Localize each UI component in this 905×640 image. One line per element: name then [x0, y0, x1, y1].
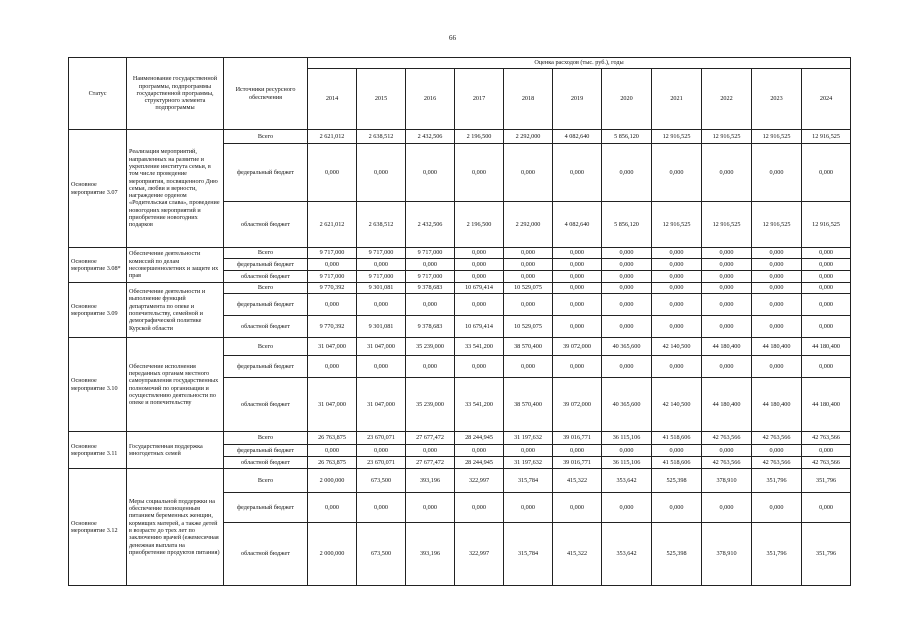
value-cell: 40 365,600 — [602, 338, 652, 356]
value-cell: 0,000 — [357, 259, 406, 271]
source-cell: федеральный бюджет — [224, 294, 308, 316]
table-row — [69, 283, 851, 294]
value-cell: 42 763,566 — [802, 432, 851, 445]
header-estimate: Оценка расходов (тыс. руб.), годы — [308, 58, 851, 69]
name-cell: Обеспечение деятельности и выполнение функций департамента по опеке и попечительству, семейной и демографической политике Курской области — [127, 283, 224, 338]
name-cell: Обеспечение исполнения переданных органам местного самоуправления государственных полномочий по организации и осуществлению деятельности по опеке и попечительству — [127, 338, 224, 432]
value-cell: 0,000 — [752, 316, 802, 338]
header-year: 2019 — [553, 69, 602, 130]
source-cell: областной бюджет — [224, 378, 308, 432]
value-cell: 0,000 — [752, 248, 802, 259]
value-cell: 10 529,075 — [504, 316, 553, 338]
source-cell: областной бюджет — [224, 316, 308, 338]
value-cell: 0,000 — [702, 356, 752, 378]
name-cell: Государственная поддержка многодетных семей — [127, 432, 224, 469]
value-cell: 36 115,106 — [602, 432, 652, 445]
value-cell: 0,000 — [308, 144, 357, 202]
value-cell: 0,000 — [752, 493, 802, 523]
value-cell: 10 679,414 — [455, 283, 504, 294]
header-name: Наименование государственной программы, подпрограммы государственной программы, структурного элемента подпрограммы — [127, 58, 224, 130]
value-cell: 315,784 — [504, 523, 553, 586]
value-cell: 44 180,400 — [802, 338, 851, 356]
value-cell: 525,398 — [652, 469, 702, 493]
value-cell: 393,196 — [406, 523, 455, 586]
header-year: 2023 — [752, 69, 802, 130]
value-cell: 0,000 — [553, 248, 602, 259]
value-cell: 0,000 — [455, 493, 504, 523]
source-cell: федеральный бюджет — [224, 356, 308, 378]
value-cell: 31 047,000 — [357, 378, 406, 432]
value-cell: 0,000 — [553, 283, 602, 294]
source-cell: Всего — [224, 130, 308, 144]
value-cell: 0,000 — [553, 144, 602, 202]
value-cell: 0,000 — [357, 294, 406, 316]
value-cell: 0,000 — [406, 259, 455, 271]
value-cell: 378,910 — [702, 523, 752, 586]
value-cell: 42 140,500 — [652, 338, 702, 356]
value-cell: 9 717,000 — [406, 248, 455, 259]
source-cell: Всего — [224, 432, 308, 445]
value-cell: 2 000,000 — [308, 523, 357, 586]
value-cell: 2 638,512 — [357, 202, 406, 248]
page-number: 66 — [449, 34, 456, 42]
name-cell: Обеспечение деятельности комиссий по делам несовершеннолетних и защите их прав — [127, 248, 224, 283]
value-cell: 26 763,875 — [308, 432, 357, 445]
value-cell: 0,000 — [455, 294, 504, 316]
value-cell: 378,910 — [702, 469, 752, 493]
value-cell: 351,796 — [752, 523, 802, 586]
table-row — [69, 432, 851, 445]
value-cell: 0,000 — [752, 356, 802, 378]
status-cell: Основное мероприятие 3.09 — [69, 283, 127, 338]
value-cell: 0,000 — [504, 144, 553, 202]
value-cell: 393,196 — [406, 469, 455, 493]
value-cell: 0,000 — [504, 445, 553, 457]
source-cell: федеральный бюджет — [224, 445, 308, 457]
value-cell: 0,000 — [406, 493, 455, 523]
value-cell: 4 082,640 — [553, 202, 602, 248]
value-cell: 0,000 — [455, 144, 504, 202]
value-cell: 4 082,640 — [553, 130, 602, 144]
value-cell: 0,000 — [652, 294, 702, 316]
value-cell: 12 916,525 — [802, 130, 851, 144]
source-cell: областной бюджет — [224, 523, 308, 586]
header-year: 2014 — [308, 69, 357, 130]
value-cell: 10 529,075 — [504, 283, 553, 294]
value-cell: 0,000 — [752, 445, 802, 457]
value-cell: 0,000 — [357, 356, 406, 378]
value-cell: 38 570,400 — [504, 378, 553, 432]
value-cell: 0,000 — [702, 316, 752, 338]
source-cell: федеральный бюджет — [224, 259, 308, 271]
value-cell: 0,000 — [357, 144, 406, 202]
value-cell: 9 717,000 — [308, 271, 357, 283]
value-cell: 5 856,120 — [602, 202, 652, 248]
value-cell: 0,000 — [652, 493, 702, 523]
value-cell: 0,000 — [652, 144, 702, 202]
value-cell: 0,000 — [652, 271, 702, 283]
value-cell: 0,000 — [702, 493, 752, 523]
value-cell: 0,000 — [357, 445, 406, 457]
value-cell: 5 856,120 — [602, 130, 652, 144]
value-cell: 0,000 — [504, 248, 553, 259]
value-cell: 42 763,566 — [802, 457, 851, 469]
value-cell: 9 717,000 — [357, 271, 406, 283]
value-cell: 2 638,512 — [357, 130, 406, 144]
value-cell: 0,000 — [802, 493, 851, 523]
value-cell: 23 670,071 — [357, 432, 406, 445]
header-year: 2024 — [802, 69, 851, 130]
header-year: 2018 — [504, 69, 553, 130]
value-cell: 27 677,472 — [406, 457, 455, 469]
value-cell: 0,000 — [652, 356, 702, 378]
value-cell: 0,000 — [802, 259, 851, 271]
value-cell: 39 016,771 — [553, 432, 602, 445]
value-cell: 39 072,000 — [553, 338, 602, 356]
value-cell: 12 916,525 — [752, 202, 802, 248]
header-year: 2022 — [702, 69, 752, 130]
value-cell: 0,000 — [802, 271, 851, 283]
value-cell: 0,000 — [752, 144, 802, 202]
status-cell: Основное мероприятие 3.08* — [69, 248, 127, 283]
value-cell: 31 047,000 — [308, 378, 357, 432]
value-cell: 2 000,000 — [308, 469, 357, 493]
value-cell: 0,000 — [702, 445, 752, 457]
value-cell: 0,000 — [455, 356, 504, 378]
source-cell: федеральный бюджет — [224, 493, 308, 523]
source-cell: Всего — [224, 283, 308, 294]
value-cell: 0,000 — [308, 294, 357, 316]
value-cell: 351,796 — [802, 523, 851, 586]
value-cell: 44 180,400 — [702, 338, 752, 356]
value-cell: 9 770,392 — [308, 316, 357, 338]
value-cell: 2 621,012 — [308, 130, 357, 144]
value-cell: 41 518,606 — [652, 432, 702, 445]
value-cell: 0,000 — [702, 259, 752, 271]
value-cell: 0,000 — [504, 259, 553, 271]
value-cell: 0,000 — [702, 294, 752, 316]
value-cell: 33 541,200 — [455, 338, 504, 356]
header-year: 2020 — [602, 69, 652, 130]
value-cell: 39 072,000 — [553, 378, 602, 432]
value-cell: 2 432,506 — [406, 202, 455, 248]
header-source: Источники ресурсного обеспечения — [224, 58, 308, 130]
value-cell: 9 770,392 — [308, 283, 357, 294]
value-cell: 23 670,071 — [357, 457, 406, 469]
value-cell: 353,642 — [602, 523, 652, 586]
value-cell: 0,000 — [504, 356, 553, 378]
table-row — [69, 130, 851, 144]
value-cell: 12 916,525 — [702, 202, 752, 248]
table-row — [69, 469, 851, 493]
value-cell: 0,000 — [406, 294, 455, 316]
value-cell: 26 763,875 — [308, 457, 357, 469]
value-cell: 44 180,400 — [702, 378, 752, 432]
status-cell: Основное мероприятие 3.12 — [69, 469, 127, 586]
value-cell: 44 180,400 — [802, 378, 851, 432]
status-cell: Основное мероприятие 3.10 — [69, 338, 127, 432]
value-cell: 0,000 — [702, 271, 752, 283]
value-cell: 2 621,012 — [308, 202, 357, 248]
value-cell: 0,000 — [455, 248, 504, 259]
value-cell: 351,796 — [802, 469, 851, 493]
value-cell: 9 717,000 — [357, 248, 406, 259]
value-cell: 9 301,081 — [357, 316, 406, 338]
value-cell: 31 197,632 — [504, 432, 553, 445]
value-cell: 0,000 — [504, 294, 553, 316]
header-status: Статус — [69, 58, 127, 130]
value-cell: 0,000 — [702, 144, 752, 202]
table-row — [69, 248, 851, 259]
value-cell: 0,000 — [308, 259, 357, 271]
value-cell: 0,000 — [504, 271, 553, 283]
name-cell: Реализация мероприятий, направленных на развитие и укрепление института семьи, в том числе проведение мероприятия, посвященного Дню семьи, любви и верности, награждение орденом «Родительская слава», проведение новогодних мероприятий и приобретение новогодних подарков — [127, 130, 224, 248]
value-cell: 322,997 — [455, 523, 504, 586]
value-cell: 42 763,566 — [752, 432, 802, 445]
value-cell: 353,642 — [602, 469, 652, 493]
value-cell: 315,784 — [504, 469, 553, 493]
value-cell: 0,000 — [752, 283, 802, 294]
value-cell: 31 047,000 — [357, 338, 406, 356]
value-cell: 12 916,525 — [802, 202, 851, 248]
value-cell: 0,000 — [602, 283, 652, 294]
status-cell: Основное мероприятие 3.07 — [69, 130, 127, 248]
source-cell: Всего — [224, 338, 308, 356]
value-cell: 38 570,400 — [504, 338, 553, 356]
value-cell: 35 239,000 — [406, 338, 455, 356]
value-cell: 0,000 — [455, 271, 504, 283]
value-cell: 0,000 — [802, 294, 851, 316]
value-cell: 0,000 — [652, 283, 702, 294]
value-cell: 0,000 — [602, 445, 652, 457]
value-cell: 9 378,683 — [406, 283, 455, 294]
value-cell: 2 432,506 — [406, 130, 455, 144]
name-cell: Меры социальной поддержки на обеспечение полноценным питанием беременных женщин, кормящих матерей, а также детей в возрасте до трех лет по заключению врачей (ежемесячная денежная выплата на приобретение продуктов питания) — [127, 469, 224, 586]
value-cell: 0,000 — [308, 493, 357, 523]
source-cell: областной бюджет — [224, 457, 308, 469]
value-cell: 9 717,000 — [406, 271, 455, 283]
status-cell: Основное мероприятие 3.11 — [69, 432, 127, 469]
value-cell: 0,000 — [553, 259, 602, 271]
value-cell: 0,000 — [308, 445, 357, 457]
value-cell: 0,000 — [602, 493, 652, 523]
value-cell: 28 244,945 — [455, 457, 504, 469]
value-cell: 41 518,606 — [652, 457, 702, 469]
value-cell: 0,000 — [308, 356, 357, 378]
value-cell: 31 197,632 — [504, 457, 553, 469]
value-cell: 0,000 — [553, 294, 602, 316]
value-cell: 0,000 — [802, 445, 851, 457]
value-cell: 0,000 — [652, 259, 702, 271]
value-cell: 0,000 — [602, 356, 652, 378]
value-cell: 0,000 — [802, 316, 851, 338]
value-cell: 9 717,000 — [308, 248, 357, 259]
value-cell: 33 541,200 — [455, 378, 504, 432]
value-cell: 0,000 — [802, 248, 851, 259]
value-cell: 0,000 — [406, 356, 455, 378]
value-cell: 322,997 — [455, 469, 504, 493]
value-cell: 12 916,525 — [652, 130, 702, 144]
source-cell: областной бюджет — [224, 202, 308, 248]
value-cell: 44 180,400 — [752, 338, 802, 356]
value-cell: 42 763,566 — [702, 432, 752, 445]
header-year: 2016 — [406, 69, 455, 130]
value-cell: 12 916,525 — [652, 202, 702, 248]
value-cell: 10 679,414 — [455, 316, 504, 338]
value-cell: 0,000 — [652, 445, 702, 457]
value-cell: 673,500 — [357, 469, 406, 493]
value-cell: 0,000 — [553, 445, 602, 457]
budget-table — [68, 57, 851, 586]
header-year: 2017 — [455, 69, 504, 130]
value-cell: 0,000 — [602, 259, 652, 271]
header-year: 2015 — [357, 69, 406, 130]
value-cell: 0,000 — [702, 283, 752, 294]
value-cell: 0,000 — [553, 493, 602, 523]
table-row — [69, 338, 851, 356]
value-cell: 673,500 — [357, 523, 406, 586]
value-cell: 2 292,000 — [504, 130, 553, 144]
source-cell: Всего — [224, 248, 308, 259]
value-cell: 0,000 — [752, 294, 802, 316]
value-cell: 40 365,600 — [602, 378, 652, 432]
value-cell: 39 016,771 — [553, 457, 602, 469]
source-cell: федеральный бюджет — [224, 144, 308, 202]
value-cell: 0,000 — [602, 248, 652, 259]
value-cell: 42 763,566 — [752, 457, 802, 469]
value-cell: 31 047,000 — [308, 338, 357, 356]
value-cell: 0,000 — [602, 316, 652, 338]
value-cell: 42 763,566 — [702, 457, 752, 469]
value-cell: 0,000 — [752, 271, 802, 283]
value-cell: 0,000 — [652, 316, 702, 338]
value-cell: 2 196,500 — [455, 130, 504, 144]
value-cell: 27 677,472 — [406, 432, 455, 445]
value-cell: 44 180,400 — [752, 378, 802, 432]
header-year: 2021 — [652, 69, 702, 130]
value-cell: 2 196,500 — [455, 202, 504, 248]
value-cell: 0,000 — [752, 259, 802, 271]
value-cell: 415,322 — [553, 523, 602, 586]
value-cell: 0,000 — [553, 271, 602, 283]
value-cell: 42 140,500 — [652, 378, 702, 432]
value-cell: 0,000 — [602, 271, 652, 283]
value-cell: 9 378,683 — [406, 316, 455, 338]
value-cell: 0,000 — [406, 144, 455, 202]
value-cell: 12 916,525 — [702, 130, 752, 144]
value-cell: 28 244,945 — [455, 432, 504, 445]
value-cell: 0,000 — [553, 316, 602, 338]
value-cell: 0,000 — [455, 259, 504, 271]
value-cell: 0,000 — [802, 356, 851, 378]
value-cell: 0,000 — [504, 493, 553, 523]
value-cell: 2 292,000 — [504, 202, 553, 248]
value-cell: 0,000 — [802, 144, 851, 202]
value-cell: 12 916,525 — [752, 130, 802, 144]
value-cell: 36 115,106 — [602, 457, 652, 469]
value-cell: 351,796 — [752, 469, 802, 493]
value-cell: 0,000 — [455, 445, 504, 457]
value-cell: 525,398 — [652, 523, 702, 586]
value-cell: 0,000 — [406, 445, 455, 457]
value-cell: 0,000 — [602, 294, 652, 316]
value-cell: 415,322 — [553, 469, 602, 493]
value-cell: 0,000 — [702, 248, 752, 259]
value-cell: 0,000 — [553, 356, 602, 378]
source-cell: Всего — [224, 469, 308, 493]
value-cell: 0,000 — [357, 493, 406, 523]
value-cell: 0,000 — [602, 144, 652, 202]
value-cell: 9 301,081 — [357, 283, 406, 294]
source-cell: областной бюджет — [224, 271, 308, 283]
value-cell: 35 239,000 — [406, 378, 455, 432]
value-cell: 0,000 — [652, 248, 702, 259]
value-cell: 0,000 — [802, 283, 851, 294]
